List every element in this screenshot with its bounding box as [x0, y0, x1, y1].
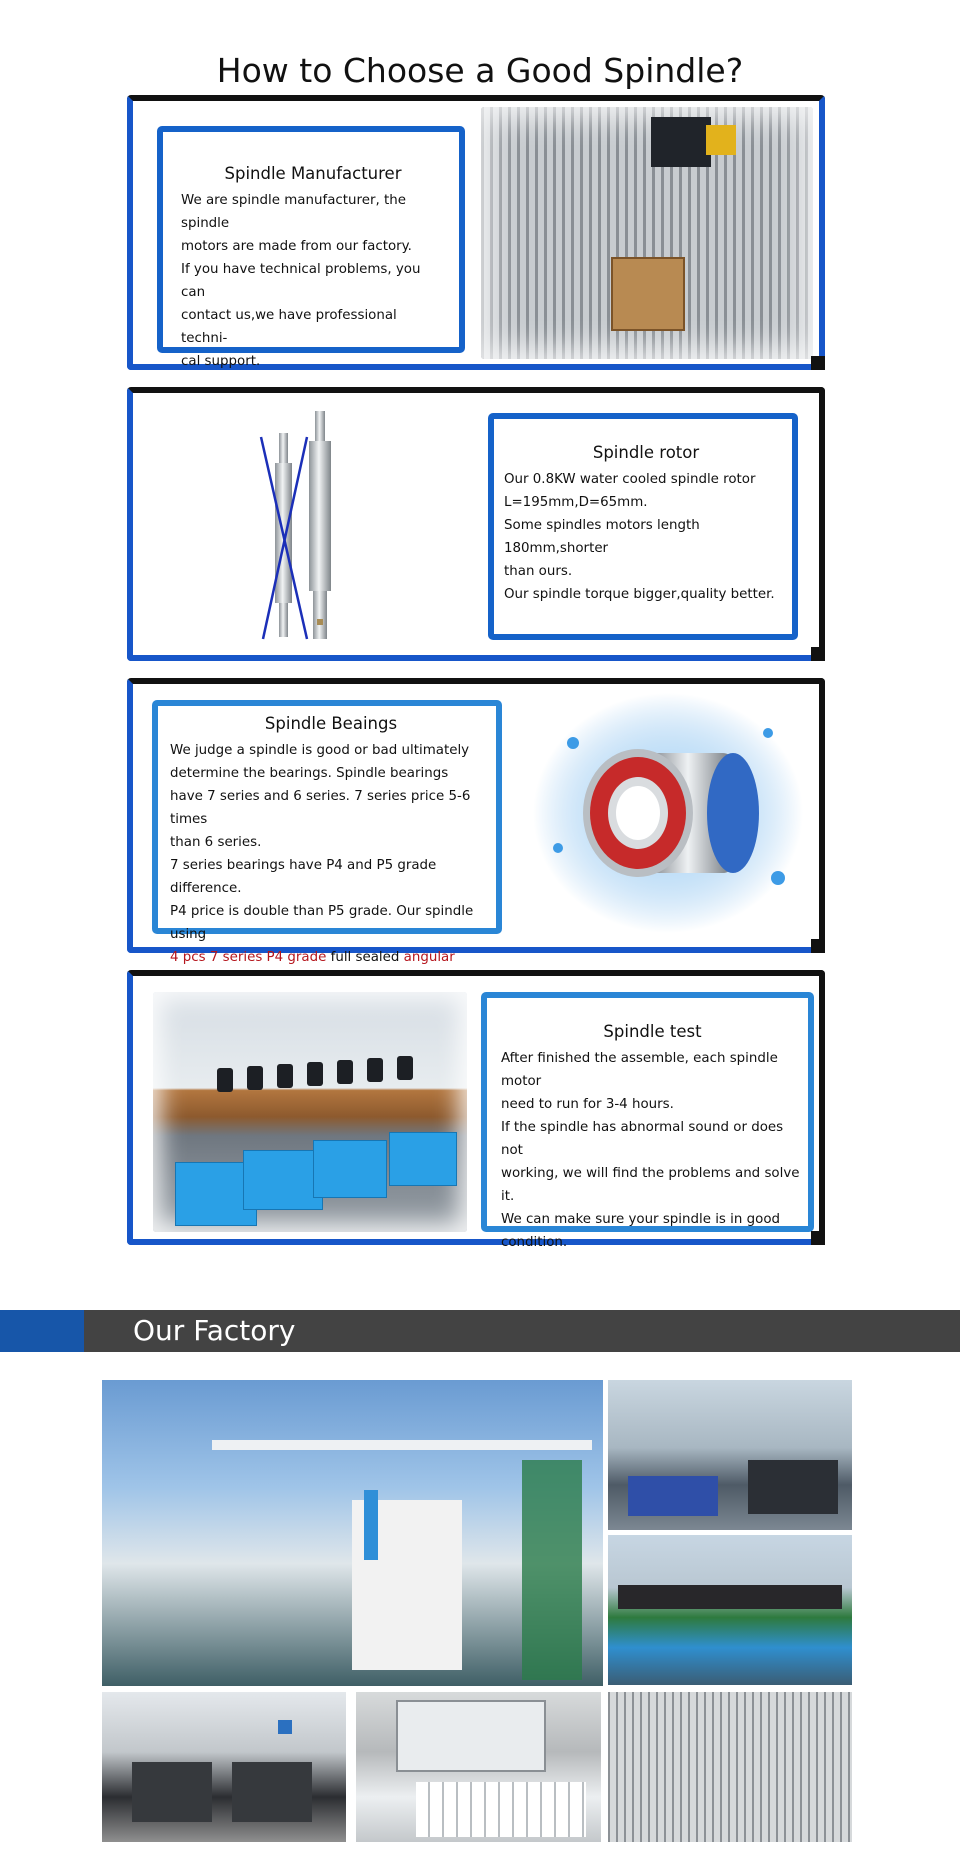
text-fragment: full sealed: [326, 950, 404, 965]
text-line: than 6 series.: [170, 835, 262, 850]
rotor-text: [504, 468, 788, 606]
rotor-illustration: [243, 407, 413, 645]
test-text: [501, 1047, 804, 1254]
bearing-illustration: [528, 688, 808, 938]
highlight-bearing-type: angular: [403, 950, 455, 965]
text-line: We judge a spindle is good or bad ultimately: [170, 743, 470, 758]
text-line: working, we will find the problems and solve it.: [501, 1166, 800, 1204]
text-line: Some spindles motors length 180mm,shorter: [504, 518, 700, 556]
test-bench-photo: [153, 992, 467, 1232]
factory-photo-cnc-machine: [356, 1692, 601, 1842]
factory-photo-test-station: [608, 1535, 852, 1685]
text-line: have 7 series and 6 series. 7 series price 5-6 times: [170, 789, 471, 827]
bearing-photo: [528, 688, 808, 938]
rotor-text-box: [488, 413, 798, 640]
text-line: After finished the assemble, each spindle motor: [501, 1051, 778, 1089]
factory-title: Our Factory: [133, 1314, 296, 1347]
text-line: If you have technical problems, you can: [181, 262, 421, 300]
test-text-box: [481, 992, 814, 1250]
factory-photo-storage-cage: [608, 1692, 852, 1842]
text-line: Our 0.8KW water cooled spindle rotor: [504, 472, 756, 487]
text-line: Our spindle torque bigger,quality better.: [504, 587, 775, 602]
factory-banner-accent: [0, 1310, 84, 1352]
manufacturer-text-box: [157, 126, 465, 369]
text-line: need to run for 3-4 hours.: [501, 1097, 674, 1112]
section-test: [127, 970, 825, 1250]
manufacturer-text: [181, 189, 445, 373]
text-line: determine the bearings. Spindle bearings: [170, 766, 449, 781]
rotor-photo: [243, 407, 413, 645]
text-line: P4 price is double than P5 grade. Our spindle using: [170, 904, 474, 942]
text-line: We can make sure your spindle is in good: [501, 1212, 781, 1227]
highlight-bearing-grade: 4 pcs 7 series P4 grade: [170, 950, 327, 965]
section-rotor: [127, 387, 825, 661]
text-line: than ours.: [504, 564, 573, 579]
warehouse-photo: [481, 107, 813, 359]
page-title: How to Choose a Good Spindle?: [216, 51, 744, 90]
factory-photo-lathe: [102, 1692, 346, 1842]
text-line: We are spindle manufacturer, the spindle: [181, 193, 406, 231]
text-line: 7 series bearings have P4 and P5 grade difference.: [170, 858, 437, 896]
bearings-text-box: [152, 700, 502, 965]
bearings-title: Spindle Beaings: [264, 714, 398, 733]
rotor-title: Spindle rotor: [592, 443, 700, 462]
text-line: cal support.: [181, 354, 261, 369]
text-line: L=195mm,D=65mm.: [504, 495, 648, 510]
test-title: Spindle test: [603, 1022, 702, 1041]
section-manufacturer: [127, 95, 825, 370]
text-line: condition.: [501, 1235, 568, 1250]
factory-photo-assembly-line: [102, 1380, 603, 1686]
text-line: If the spindle has abnormal sound or does not: [501, 1120, 784, 1158]
text-line: motors are made from our factory.: [181, 239, 412, 254]
section-bearings: [127, 678, 825, 965]
factory-photo-warehouse-cart: [608, 1380, 852, 1530]
manufacturer-title: Spindle Manufacturer: [224, 164, 402, 183]
text-line: contact us,we have professional techni-: [181, 308, 397, 346]
